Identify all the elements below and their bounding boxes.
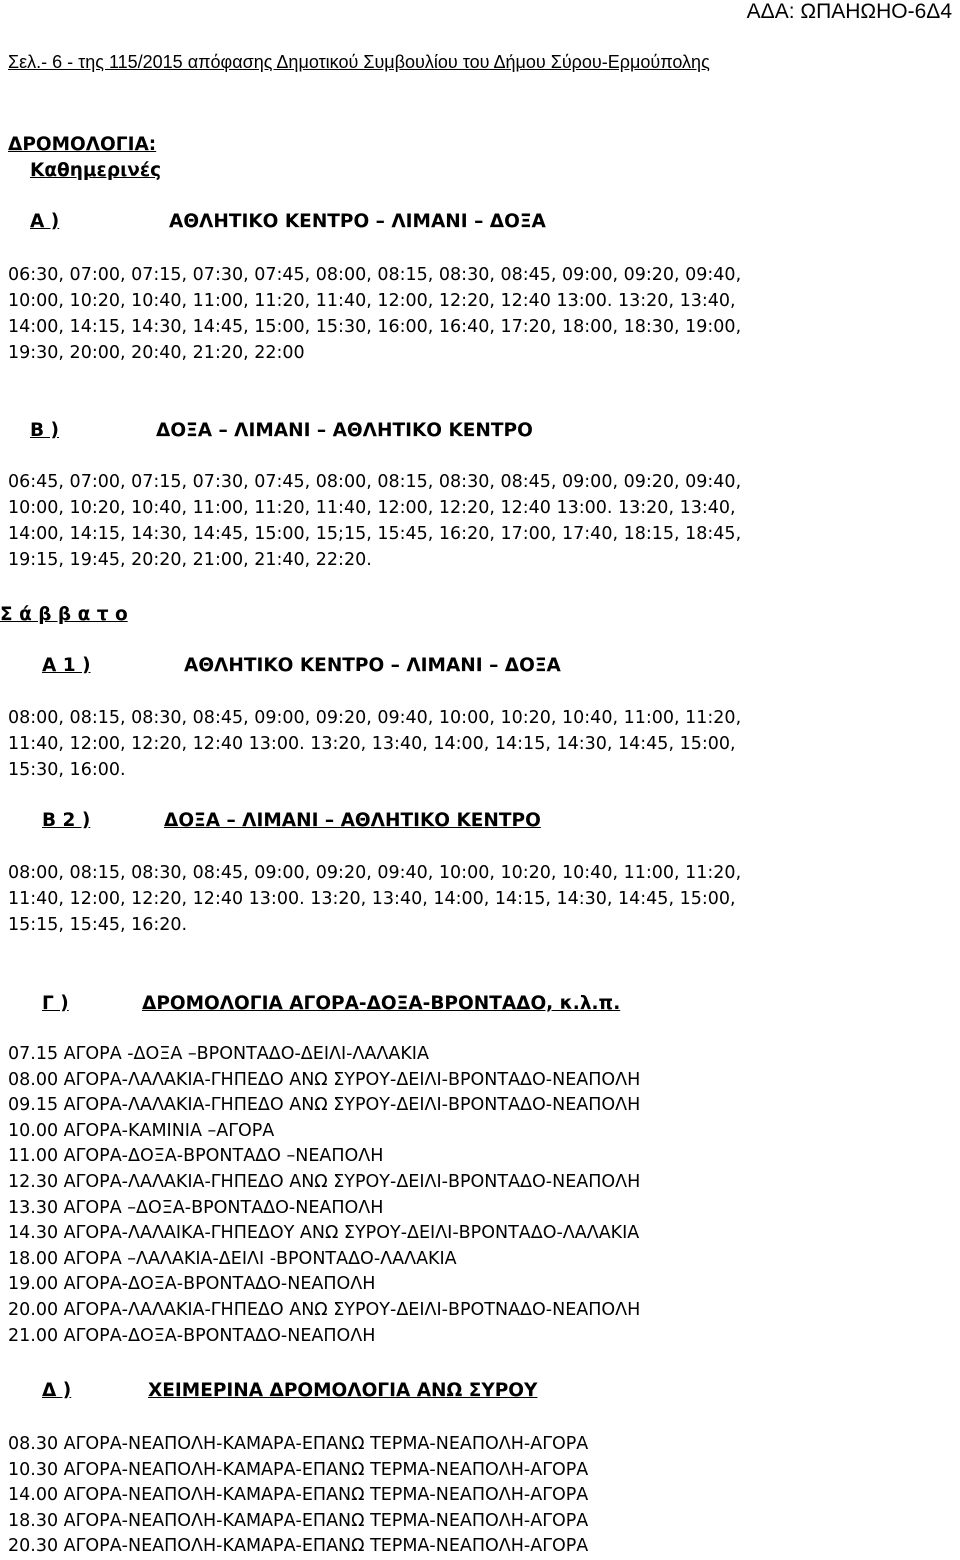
list-item: 14.30 ΑΓΟΡΑ-ΛΑΛΑΙΚΑ-ΓΗΠΕΔΟΥ ΑΝΩ ΣΥΡΟΥ-ΔΕΙΛΙ-ΒΡΟΝΤΑΔΟ-ΛΑΛΑΚΙΑ xyxy=(8,1223,640,1244)
times-line: 19:30, 20:00, 20:40, 21:20, 22:00 xyxy=(8,343,305,363)
times-line: 14:00, 14:15, 14:30, 14:45, 15:00, 15;15, 15:45, 16:20, 17:00, 17:40, 18:15, 18:45, xyxy=(8,524,742,544)
route-a1-times xyxy=(8,705,956,783)
route-a1-name: ΑΘΛΗΤΙΚΟ ΚΕΝΤΡΟ – ΛΙΜΑΝΙ – ΔΟΞΑ xyxy=(184,655,561,676)
list-item: 20.30 ΑΓΟΡΑ-ΝΕΑΠΟΛΗ-ΚΑΜΑΡΑ-ΕΠΑΝΩ ΤΕΡΜΑ-ΝΕΑΠΟΛΗ-ΑΓΟΡΑ xyxy=(8,1536,589,1557)
list-item: 09.15 ΑΓΟΡΑ-ΛΑΛΑΚΙΑ-ΓΗΠΕΔΟ ΑΝΩ ΣΥΡΟΥ-ΔΕΙΛΙ-ΒΡΟΝΤΑΔΟ-ΝΕΑΠΟΛΗ xyxy=(8,1095,641,1116)
route-b-label: Β ) xyxy=(30,420,59,441)
times-line: 08:00, 08:15, 08:30, 08:45, 09:00, 09:20, 09:40, 10:00, 10:20, 10:40, 11:00, 11:20, xyxy=(8,708,742,728)
list-item: 12.30 ΑΓΟΡΑ-ΛΑΛΑΚΙΑ-ΓΗΠΕΔΟ ΑΝΩ ΣΥΡΟΥ-ΔΕΙΛΙ-ΒΡΟΝΤΑΔΟ-ΝΕΑΠΟΛΗ xyxy=(8,1171,641,1192)
list-item: 18.30 ΑΓΟΡΑ-ΝΕΑΠΟΛΗ-ΚΑΜΑΡΑ-ΕΠΑΝΩ ΤΕΡΜΑ-ΝΕΑΠΟΛΗ-ΑΓΟΡΑ xyxy=(8,1510,589,1531)
route-b-header xyxy=(30,420,533,441)
section-d-title: ΧΕΙΜΕΡΙΝΑ ΔΡΟΜΟΛΟΓΙΑ ΑΝΩ ΣΥΡΟΥ xyxy=(148,1380,538,1401)
times-line: 10:00, 10:20, 10:40, 11:00, 11:20, 11:40, 12:00, 12:20, 12:40 13:00. 13:20, 13:40, xyxy=(8,291,736,311)
times-line: 15:15, 15:45, 16:20. xyxy=(8,915,188,935)
section-g-label: Γ ) xyxy=(42,993,69,1014)
section-d-label: Δ ) xyxy=(42,1380,72,1401)
list-item: 08.00 ΑΓΟΡΑ-ΛΑΛΑΚΙΑ-ΓΗΠΕΔΟ ΑΝΩ ΣΥΡΟΥ-ΔΕΙΛΙ-ΒΡΟΝΤΑΔΟ-ΝΕΑΠΟΛΗ xyxy=(8,1069,641,1090)
times-line: 11:40, 12:00, 12:20, 12:40 13:00. 13:20, 13:40, 14:00, 14:15, 14:30, 14:45, 15:00, xyxy=(8,734,736,754)
weekday-heading: Καθημερινές xyxy=(30,160,162,181)
times-line: 06:30, 07:00, 07:15, 07:30, 07:45, 08:00, 08:15, 08:30, 08:45, 09:00, 09:20, 09:40, xyxy=(8,265,742,285)
schedule-title: ΔΡΟΜΟΛΟΓΙΑ: xyxy=(8,134,157,155)
section-g-title: ΔΡΟΜΟΛΟΓΙΑ ΑΓΟΡΑ-ΔΟΞΑ-ΒΡΟΝΤΑΔΟ, κ.λ.π. xyxy=(142,993,621,1014)
list-item: 14.00 ΑΓΟΡΑ-ΝΕΑΠΟΛΗ-ΚΑΜΑΡΑ-ΕΠΑΝΩ ΤΕΡΜΑ-ΝΕΑΠΟΛΗ-ΑΓΟΡΑ xyxy=(8,1485,589,1506)
section-d-list xyxy=(8,1432,588,1560)
route-a1-header xyxy=(42,655,561,676)
times-line: 19:15, 19:45, 20:20, 21:00, 21:40, 22:20. xyxy=(8,550,372,570)
route-b2-name: ΔΟΞΑ – ΛΙΜΑΝΙ – ΑΘΛΗΤΙΚΟ ΚΕΝΤΡΟ xyxy=(164,810,541,831)
times-line: 14:00, 14:15, 14:30, 14:45, 15:00, 15:30, 16:00, 16:40, 17:20, 18:00, 18:30, 19:00, xyxy=(8,317,742,337)
route-a-label: Α ) xyxy=(30,211,60,232)
ada-code: ΑΔΑ: ΩΠΑΗΩΗΟ-6Δ4 xyxy=(746,0,952,23)
route-b2-times xyxy=(8,860,956,938)
times-line: 15:30, 16:00. xyxy=(8,760,126,780)
section-d-header xyxy=(42,1380,551,1401)
list-item: 18.00 ΑΓΟΡΑ –ΛΑΛΑΚΙΑ-ΔΕΙΛΙ -ΒΡΟΝΤΑΔΟ-ΛΑΛΑΚΙΑ xyxy=(8,1248,457,1269)
route-a-name: ΑΘΛΗΤΙΚΟ ΚΕΝΤΡΟ – ΛΙΜΑΝΙ – ΔΟΞΑ xyxy=(169,211,546,232)
route-a-times xyxy=(8,262,956,366)
list-item: 10.00 ΑΓΟΡΑ-ΚΑΜΙΝΙΑ –ΑΓΟΡΑ xyxy=(8,1120,275,1141)
list-item: 19.00 ΑΓΟΡΑ-ΔΟΞΑ-ΒΡΟΝΤΑΔΟ-ΝΕΑΠΟΛΗ xyxy=(8,1274,376,1295)
route-b-name: ΔΟΞΑ – ΛΙΜΑΝΙ – ΑΘΛΗΤΙΚΟ ΚΕΝΤΡΟ xyxy=(156,420,533,441)
times-line: 11:40, 12:00, 12:20, 12:40 13:00. 13:20, 13:40, 14:00, 14:15, 14:30, 14:45, 15:00, xyxy=(8,889,736,909)
list-item: 20.00 ΑΓΟΡΑ-ΛΑΛΑΚΙΑ-ΓΗΠΕΔΟ ΑΝΩ ΣΥΡΟΥ-ΔΕΙΛΙ-ΒΡΟΤΝΑΔΟ-ΝΕΑΠΟΛΗ xyxy=(8,1299,641,1320)
list-item: 13.30 ΑΓΟΡΑ –ΔΟΞΑ-ΒΡΟΝΤΑΔΟ-ΝΕΑΠΟΛΗ xyxy=(8,1197,384,1218)
list-item: 08.30 ΑΓΟΡΑ-ΝΕΑΠΟΛΗ-ΚΑΜΑΡΑ-ΕΠΑΝΩ ΤΕΡΜΑ-ΝΕΑΠΟΛΗ-ΑΓΟΡΑ xyxy=(8,1434,589,1454)
route-b-times xyxy=(8,469,956,573)
saturday-heading: Σ ά β β α τ ο xyxy=(0,604,128,625)
times-line: 10:00, 10:20, 10:40, 11:00, 11:20, 11:40, 12:00, 12:20, 12:40 13:00. 13:20, 13:40, xyxy=(8,498,736,518)
times-line: 06:45, 07:00, 07:15, 07:30, 07:45, 08:00, 08:15, 08:30, 08:45, 09:00, 09:20, 09:40, xyxy=(8,472,742,492)
route-a1-label: Α 1 ) xyxy=(42,655,91,676)
section-g-list xyxy=(8,1042,640,1349)
route-b2-header xyxy=(42,810,541,831)
list-item: 11.00 ΑΓΟΡΑ-ΔΟΞΑ-ΒΡΟΝΤΑΔΟ –ΝΕΑΠΟΛΗ xyxy=(8,1146,384,1167)
route-b2-label: Β 2 ) xyxy=(42,810,91,831)
times-line: 08:00, 08:15, 08:30, 08:45, 09:00, 09:20, 09:40, 10:00, 10:20, 10:40, 11:00, 11:20, xyxy=(8,863,742,883)
list-item: 07.15 ΑΓΟΡΑ -ΔΟΞΑ –ΒΡΟΝΤΑΔΟ-ΔΕΙΛΙ-ΛΑΛΑΚΙΑ xyxy=(8,1044,429,1064)
decision-reference: Σελ.- 6 - της 115/2015 απόφασης Δημοτικού Συμβουλίου του Δήμου Σύρου-Ερμούπολης xyxy=(8,52,710,72)
list-item: 10.30 ΑΓΟΡΑ-ΝΕΑΠΟΛΗ-ΚΑΜΑΡΑ-ΕΠΑΝΩ ΤΕΡΜΑ-ΝΕΑΠΟΛΗ-ΑΓΟΡΑ xyxy=(8,1459,589,1480)
section-g-header xyxy=(42,993,620,1014)
route-a-header xyxy=(30,211,546,232)
list-item: 21.00 ΑΓΟΡΑ-ΔΟΞΑ-ΒΡΟΝΤΑΔΟ-ΝΕΑΠΟΛΗ xyxy=(8,1325,376,1346)
